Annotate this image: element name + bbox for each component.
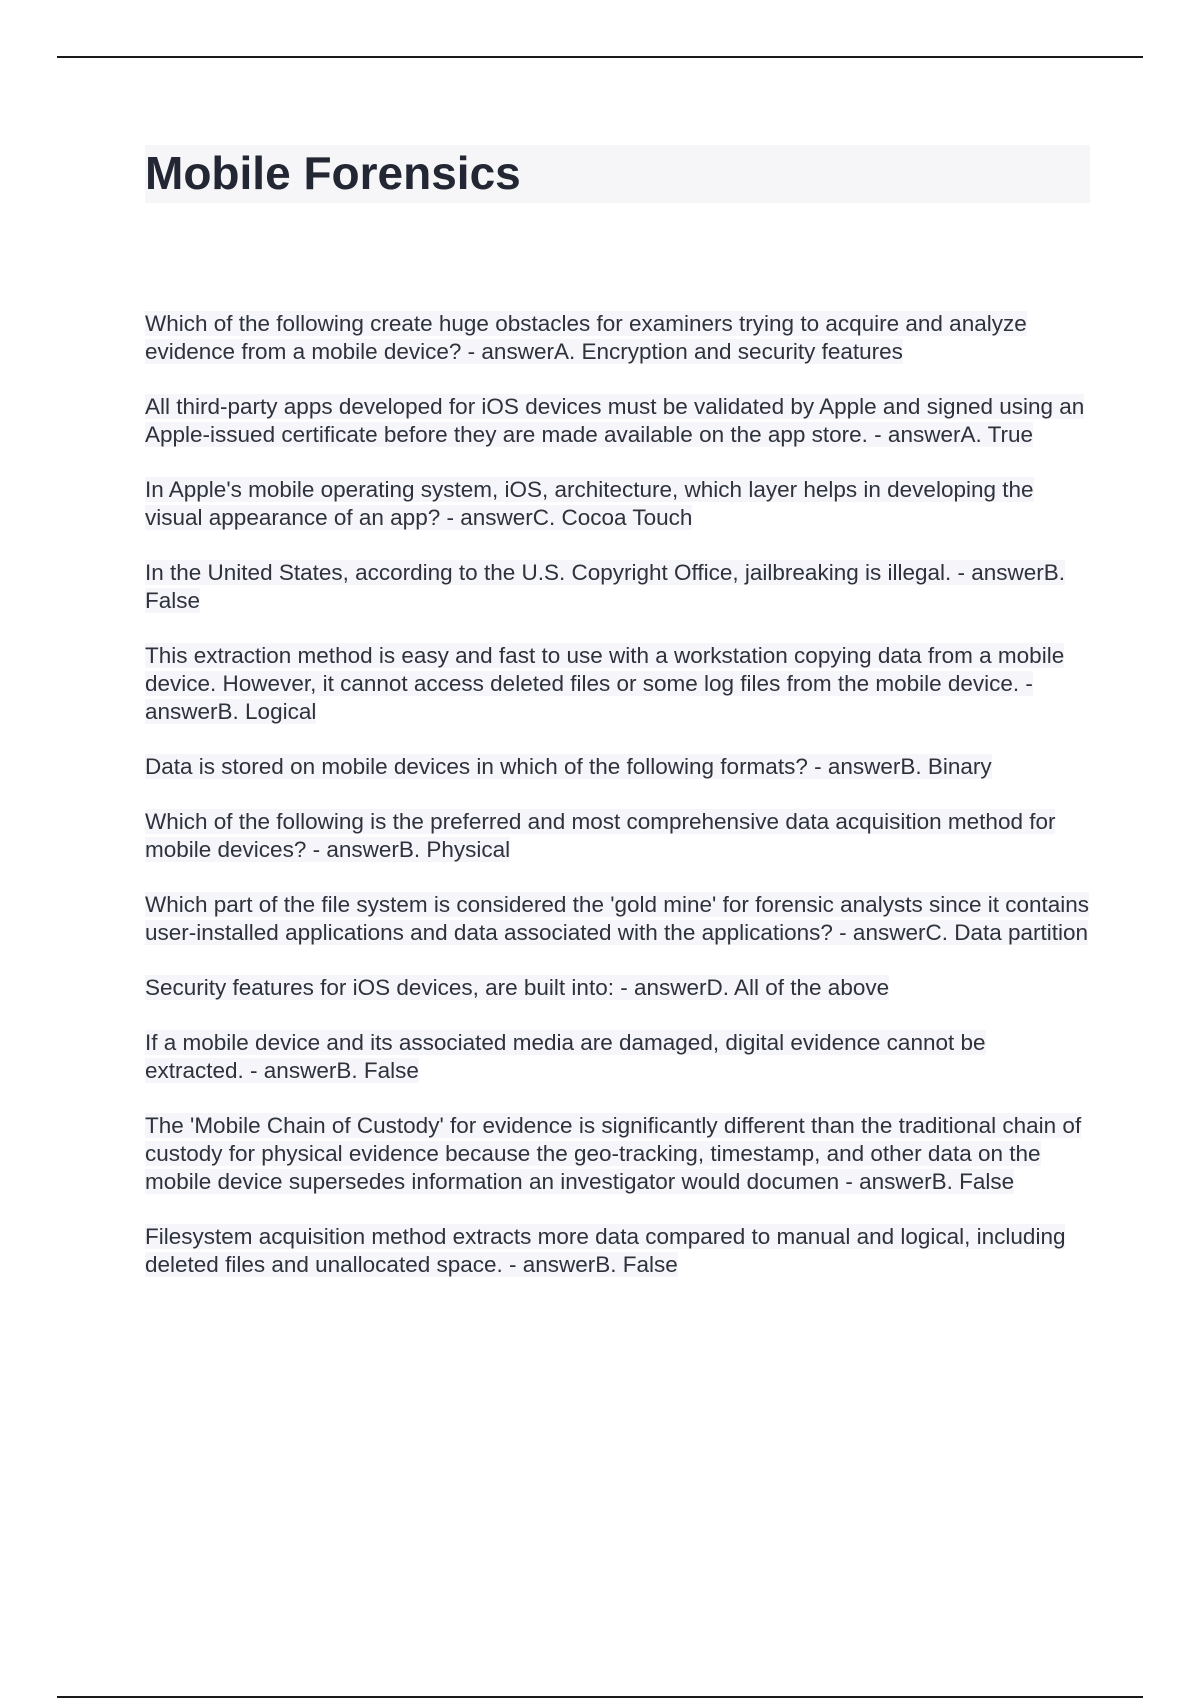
qa-item [145, 393, 1090, 449]
qa-item [145, 559, 1090, 615]
title-band [145, 145, 1090, 203]
document-body [145, 145, 1090, 1306]
qa-item [145, 891, 1090, 947]
qa-item [145, 753, 1090, 781]
qa-text: Which of the following is the preferred and most comprehensive data acquisition method for mobile devices? - answerB. Physical [145, 809, 1056, 862]
qa-item [145, 808, 1090, 864]
bottom-divider [57, 1696, 1143, 1698]
qa-text: Filesystem acquisition method extracts more data compared to manual and logical, including deleted files and unallocated space. - answerB. False [145, 1224, 1066, 1277]
qa-item [145, 1223, 1090, 1279]
qa-text: Security features for iOS devices, are built into: - answerD. All of the above [145, 975, 890, 1000]
qa-text: All third-party apps developed for iOS devices must be validated by Apple and signed using an Apple-issued certificate before they are made available on the app store. - answerA. True [145, 394, 1085, 447]
qa-item [145, 476, 1090, 532]
qa-text: In Apple's mobile operating system, iOS, architecture, which layer helps in developing the visual appearance of an app? - answerC. Cocoa Touch [145, 477, 1034, 530]
qa-item [145, 974, 1090, 1002]
qa-item [145, 1112, 1090, 1196]
qa-text: If a mobile device and its associated media are damaged, digital evidence cannot be extracted. - answerB. False [145, 1030, 986, 1083]
qa-list [145, 310, 1090, 1279]
qa-item [145, 1029, 1090, 1085]
qa-text: Data is stored on mobile devices in which of the following formats? - answerB. Binary [145, 754, 992, 779]
qa-item [145, 310, 1090, 366]
qa-text: The 'Mobile Chain of Custody' for evidence is significantly different than the traditional chain of custody for physical evidence because the geo-tracking, timestamp, and other data on the mobile device supersedes information an investigator would documen - answerB. False [145, 1113, 1082, 1194]
top-divider [57, 56, 1143, 58]
qa-text: In the United States, according to the U.S. Copyright Office, jailbreaking is illegal. - answerB. False [145, 560, 1066, 613]
qa-text: Which of the following create huge obstacles for examiners trying to acquire and analyze evidence from a mobile device? - answerA. Encryption and security features [145, 311, 1027, 364]
qa-text: Which part of the file system is considered the 'gold mine' for forensic analysts since it contains user-installed applications and data associated with the applications? - answerC. Data partition [145, 892, 1090, 945]
qa-item [145, 642, 1090, 726]
qa-text: This extraction method is easy and fast to use with a workstation copying data from a mobile device. However, it cannot access deleted files or some log files from the mobile device. - answerB. Logical [145, 643, 1065, 724]
document-title: Mobile Forensics [145, 147, 521, 199]
